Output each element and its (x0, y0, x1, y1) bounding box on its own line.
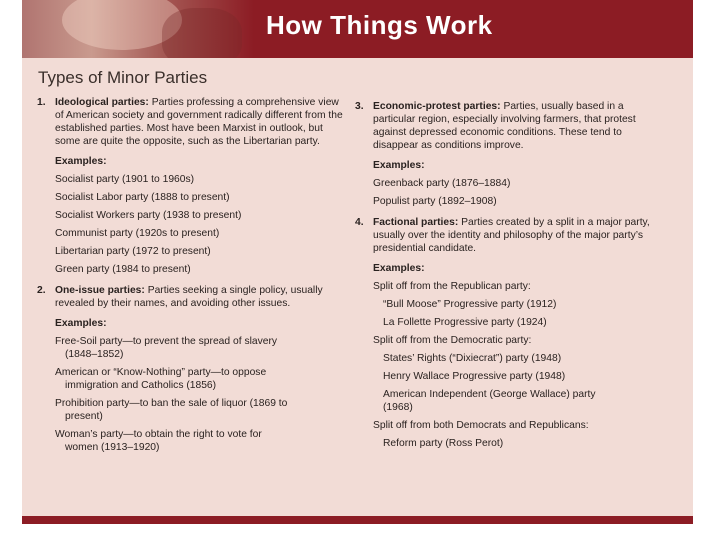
item-one-issue (37, 284, 347, 310)
example-line: American Independent (George Wallace) party (383, 389, 596, 400)
item-term: Factional parties: (373, 217, 459, 228)
item-number: 2. (37, 285, 46, 296)
example-item: Greenback party (1876–1884) (373, 178, 511, 189)
example-item (55, 428, 347, 454)
example-item: Socialist Workers party (1938 to present) (55, 210, 242, 221)
right-column (355, 100, 655, 455)
examples-label: Examples: (373, 263, 425, 274)
item-ideological (37, 96, 347, 148)
item-term: Ideological parties: (55, 97, 149, 108)
item-number: 3. (355, 101, 364, 112)
item-term: Economic-protest parties: (373, 101, 501, 112)
split-heading-democratic: Split off from the Democratic party: (373, 335, 532, 346)
example-item: La Follette Progressive party (1924) (383, 317, 547, 328)
item-text (373, 100, 655, 152)
example-item: Green party (1984 to present) (55, 264, 191, 275)
item-number: 4. (355, 217, 364, 228)
example-item: Libertarian party (1972 to present) (55, 246, 211, 257)
example-item (383, 388, 655, 414)
example-item: States’ Rights (“Dixiecrat”) party (1948) (383, 353, 562, 364)
example-line-continued: present) (65, 411, 103, 422)
item-description: Parties created by a split in a major party, usually over the identity and philosophy of the major party’s presidential candidate. (373, 217, 650, 254)
example-item: Communist party (1920s to present) (55, 228, 220, 239)
example-item: Henry Wallace Progressive party (1948) (383, 371, 566, 382)
item-description: Parties seeking a single policy, usually revealed by their names, and avoiding other issues. (55, 285, 323, 309)
item-economic-protest (355, 100, 655, 152)
example-line: Prohibition party—to ban the sale of liquor (1869 to (55, 398, 288, 409)
item-number: 1. (37, 97, 46, 108)
example-line: American or “Know-Nothing” party—to oppose (55, 367, 267, 378)
example-item: Socialist Labor party (1888 to present) (55, 192, 230, 203)
item-term: One-issue parties: (55, 285, 145, 296)
split-heading-both: Split off from both Democrats and Republicans: (373, 420, 589, 431)
example-item (55, 397, 347, 423)
example-line-continued: (1848–1852) (65, 349, 124, 360)
banner-title: How Things Work (266, 10, 493, 40)
example-line: Free-Soil party—to prevent the spread of slavery (55, 336, 278, 347)
example-item (55, 366, 347, 392)
examples-label: Examples: (55, 318, 107, 329)
item-text (55, 96, 347, 148)
left-column (37, 96, 347, 459)
examples-label: Examples: (55, 156, 107, 167)
item-text (373, 216, 655, 255)
item-description: Parties, usually based in a particular region, especially involving farmers, that protest against depressed economic conditions. These tend to disappear as conditions improve. (373, 101, 636, 151)
example-item: Populist party (1892–1908) (373, 196, 497, 207)
content-panel (22, 0, 693, 524)
example-item (55, 335, 347, 361)
item-description: Parties professing a comprehensive view of American society and government radically different from the established parties. Most have been Marxist in outlook, but some are quite the opposite, such as the Libertarian party. (55, 97, 343, 147)
footer-bar (22, 516, 693, 524)
item-text (55, 284, 347, 310)
header-banner (22, 0, 693, 58)
example-item: Reform party (Ross Perot) (383, 438, 504, 449)
example-item: “Bull Moose” Progressive party (1912) (383, 299, 557, 310)
examples-label: Examples: (373, 160, 425, 171)
split-heading-republican: Split off from the Republican party: (373, 281, 531, 292)
banner-photo (22, 0, 254, 58)
example-item: Socialist party (1901 to 1960s) (55, 174, 195, 185)
example-line-continued: (1968) (383, 402, 413, 413)
example-line-continued: immigration and Catholics (1856) (65, 380, 217, 391)
example-line-continued: women (1913–1920) (65, 442, 160, 453)
section-heading: Types of Minor Parties (38, 68, 208, 87)
item-factional (355, 216, 655, 255)
example-line: Woman’s party—to obtain the right to vote for (55, 429, 262, 440)
